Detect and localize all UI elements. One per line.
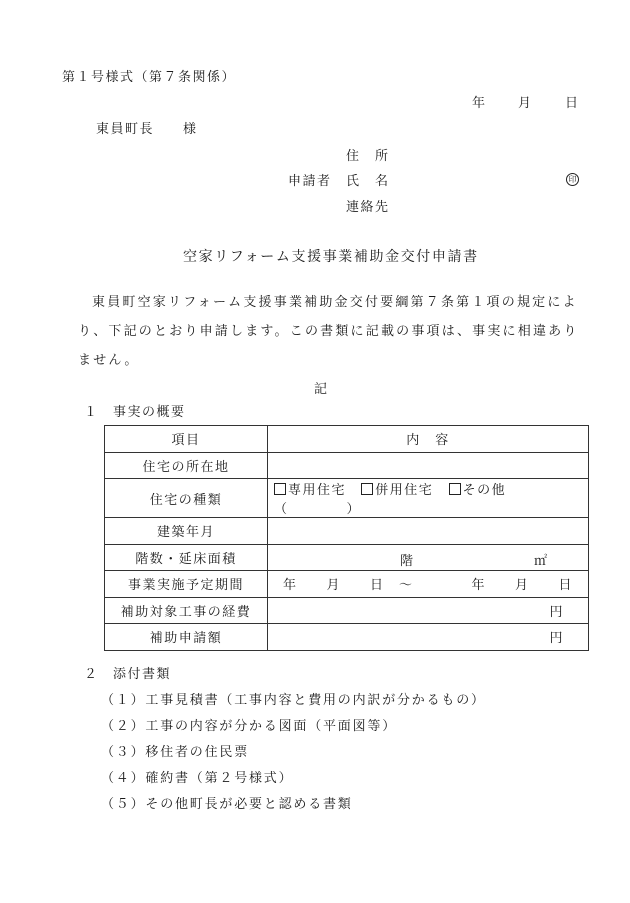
contact-label: 連絡先 xyxy=(346,200,390,215)
table-row xyxy=(105,479,589,518)
built-field[interactable] xyxy=(268,518,589,545)
addressee: 東員町長 様 xyxy=(96,122,198,137)
floors-unit: 階 xyxy=(400,553,415,569)
row-label-period: 事業実施予定期間 xyxy=(105,571,268,598)
cost-field[interactable]: 円 xyxy=(268,597,589,624)
name-label: 氏 名 xyxy=(346,174,390,189)
seal-mark xyxy=(566,171,579,186)
housing-type-options xyxy=(268,479,589,518)
checkbox-icon[interactable] xyxy=(449,483,461,495)
list-item: （５）その他町長が必要と認める書類 xyxy=(101,797,353,812)
row-label-location: 住宅の所在地 xyxy=(105,452,268,479)
overview-table xyxy=(104,425,589,651)
list-item: （３）移住者の住民票 xyxy=(101,745,250,760)
table-row xyxy=(105,624,589,651)
document-title: 空家リフォーム支援事業補助金交付申請書 xyxy=(183,249,479,265)
table-row xyxy=(105,571,589,598)
row-label-amount: 補助申請額 xyxy=(105,624,268,651)
area-unit: ㎡ xyxy=(534,553,549,569)
header-content: 内 容 xyxy=(268,426,589,453)
checkbox-icon[interactable] xyxy=(361,483,373,495)
amount-field[interactable]: 円 xyxy=(268,624,589,651)
body-paragraph xyxy=(78,288,588,375)
checkbox-icon[interactable] xyxy=(274,483,286,495)
header-item: 項目 xyxy=(105,426,268,453)
period-field[interactable]: 年 月 日 ～ 年 月 日 xyxy=(268,571,589,598)
table-row xyxy=(105,452,589,479)
option-other[interactable]: その他（ ） xyxy=(274,483,507,517)
row-label-floors-area: 階数・延床面積 xyxy=(105,544,268,571)
list-item: （１）工事見積書（工事内容と費用の内訳が分かるもの） xyxy=(101,693,486,708)
date-year: 年 xyxy=(472,96,487,111)
row-label-built: 建築年月 xyxy=(105,518,268,545)
ki-marker: 記 xyxy=(314,382,329,397)
body-text: 東員町空家リフォーム支援事業補助金交付要綱第７条第１項の規定により、下記のとおり申請します。この書類に記載の事項は、事実に相違ありません。 xyxy=(78,295,579,368)
section2-heading: ２ 添付書類 xyxy=(84,667,172,682)
option-dedicated[interactable]: 専用住宅 xyxy=(274,483,346,498)
floors-area-field[interactable] xyxy=(268,544,589,571)
option-combined[interactable]: 併用住宅 xyxy=(361,483,433,498)
table-row xyxy=(105,597,589,624)
table-row xyxy=(105,544,589,571)
form-number: 第１号様式（第７条関係） xyxy=(62,70,237,85)
seal-icon: 印 xyxy=(566,173,579,186)
row-label-type: 住宅の種類 xyxy=(105,479,268,518)
date-day: 日 xyxy=(565,96,580,111)
table-header-row xyxy=(105,426,589,453)
address-label: 住 所 xyxy=(346,149,390,164)
section1-heading: １ 事実の概要 xyxy=(84,405,186,420)
list-item: （４）確約書（第２号様式） xyxy=(101,771,294,786)
applicant-role-label: 申請者 xyxy=(288,174,332,189)
location-field[interactable] xyxy=(268,452,589,479)
table-row xyxy=(105,518,589,545)
date-month: 月 xyxy=(518,96,533,111)
list-item: （２）工事の内容が分かる図面（平面図等） xyxy=(101,719,398,734)
row-label-cost: 補助対象工事の経費 xyxy=(105,597,268,624)
